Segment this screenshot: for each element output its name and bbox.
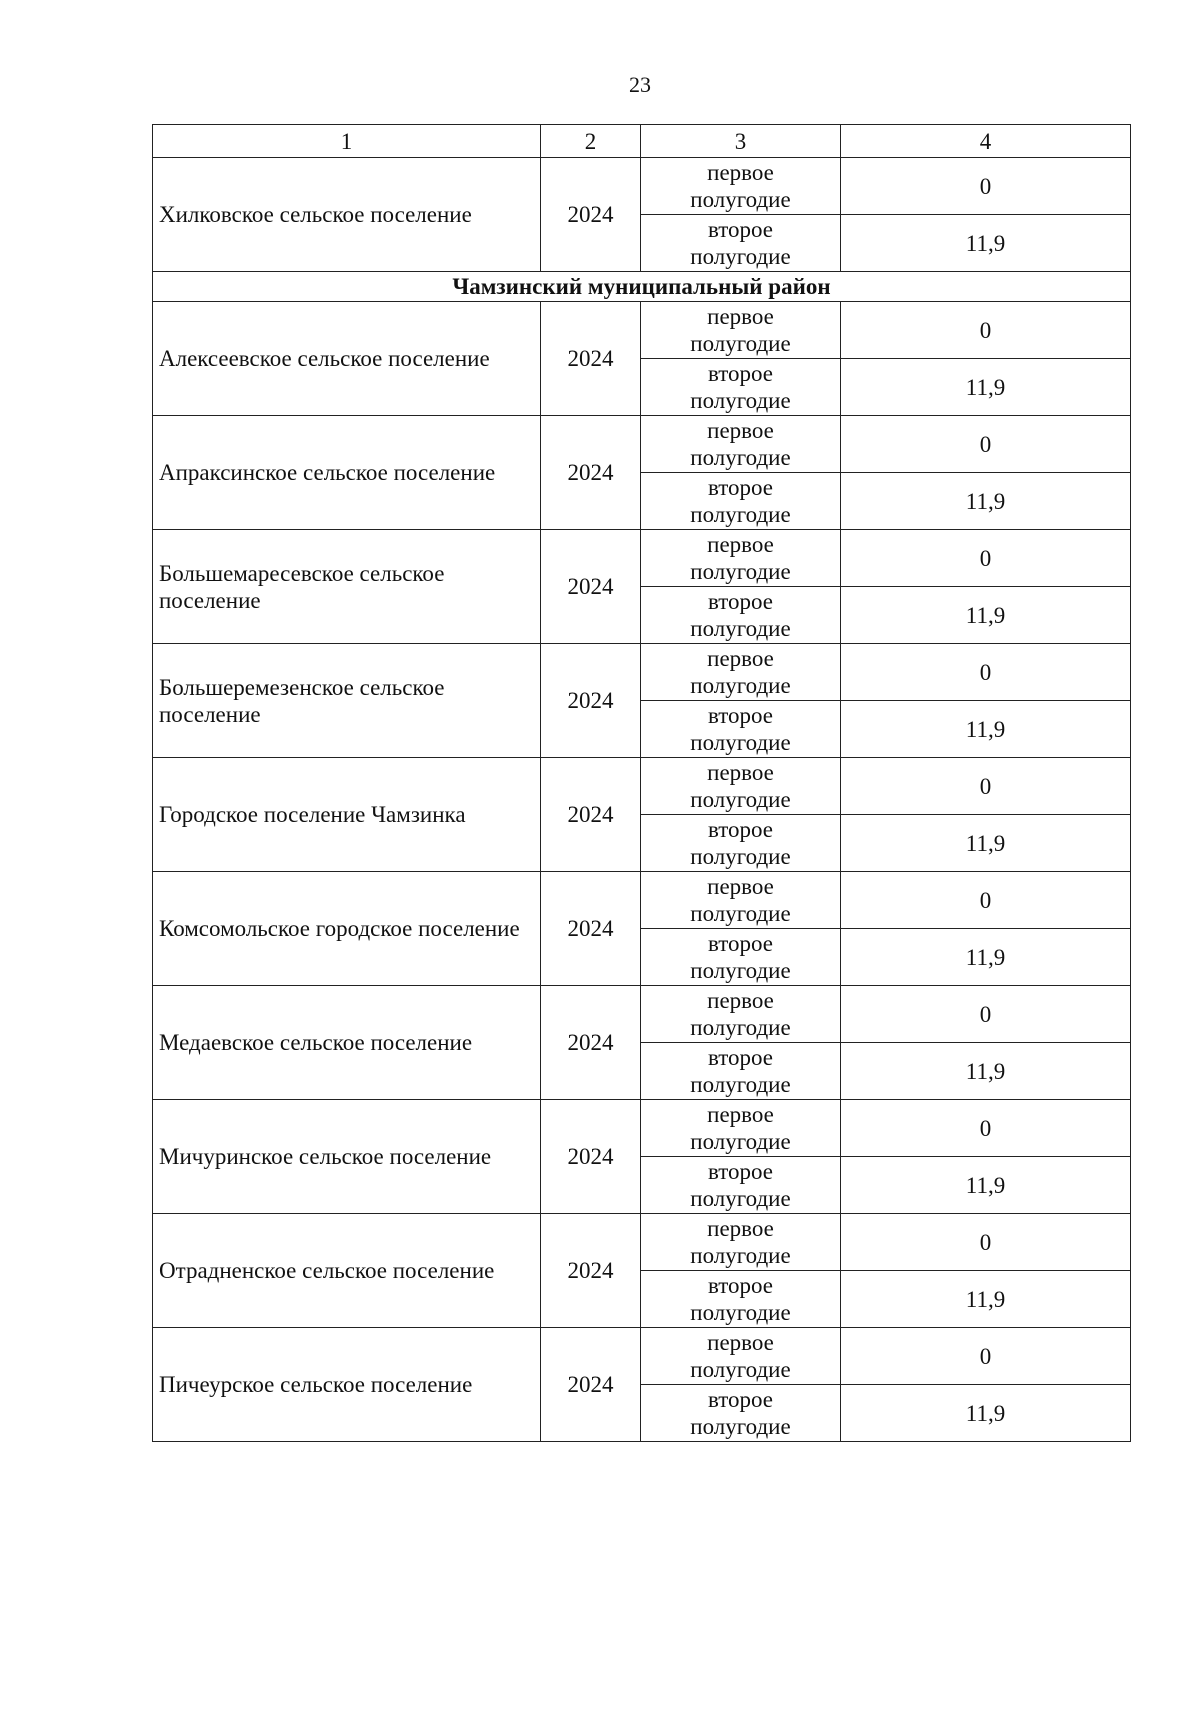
year-cell: 2024 xyxy=(541,1100,641,1214)
period-unit: полугодие xyxy=(690,1414,791,1439)
value-cell: 0 xyxy=(841,1214,1131,1271)
year-cell: 2024 xyxy=(541,872,641,986)
period-cell xyxy=(641,158,841,215)
period-word: второе xyxy=(707,589,774,614)
period-unit: полугодие xyxy=(690,1243,791,1268)
period-word: второе xyxy=(707,817,774,842)
period-unit: полугодие xyxy=(690,787,791,812)
table-row xyxy=(153,872,1131,929)
settlement-name: Хилковское сельское поселение xyxy=(153,158,541,272)
period-cell xyxy=(641,1100,841,1157)
period-cell xyxy=(641,587,841,644)
table-row xyxy=(153,1214,1131,1271)
table-body xyxy=(153,125,1131,1442)
period-unit: полугодие xyxy=(690,1129,791,1154)
period-word: первое xyxy=(707,304,774,329)
year-cell: 2024 xyxy=(541,758,641,872)
value-cell: 11,9 xyxy=(841,359,1131,416)
period-word: первое xyxy=(707,646,774,671)
settlement-name: Пичеурское сельское поселение xyxy=(153,1328,541,1442)
period-cell xyxy=(641,701,841,758)
period-word: первое xyxy=(707,532,774,557)
period-cell xyxy=(641,1271,841,1328)
period-cell xyxy=(641,758,841,815)
value-cell: 0 xyxy=(841,302,1131,359)
period-cell xyxy=(641,1043,841,1100)
column-header-3: 3 xyxy=(641,125,841,158)
period-cell xyxy=(641,473,841,530)
period-unit: полугодие xyxy=(690,1300,791,1325)
period-cell xyxy=(641,986,841,1043)
value-cell: 0 xyxy=(841,1100,1131,1157)
period-cell xyxy=(641,302,841,359)
period-word: второе xyxy=(707,1159,774,1184)
period-cell xyxy=(641,872,841,929)
table-row xyxy=(153,644,1131,701)
period-word: второе xyxy=(707,931,774,956)
year-cell: 2024 xyxy=(541,302,641,416)
settlement-name: Алексеевское сельское поселение xyxy=(153,302,541,416)
table-row xyxy=(153,758,1131,815)
period-word: второе xyxy=(707,475,774,500)
year-cell: 2024 xyxy=(541,416,641,530)
period-cell xyxy=(641,815,841,872)
data-table xyxy=(152,124,1131,1442)
settlement-name: Медаевское сельское поселение xyxy=(153,986,541,1100)
value-cell: 11,9 xyxy=(841,1043,1131,1100)
value-cell: 11,9 xyxy=(841,587,1131,644)
year-cell: 2024 xyxy=(541,644,641,758)
period-word: второе xyxy=(707,1045,774,1070)
table-row xyxy=(153,1328,1131,1385)
period-word: второе xyxy=(707,703,774,728)
period-word: второе xyxy=(707,1273,774,1298)
period-word: первое xyxy=(707,418,774,443)
period-unit: полугодие xyxy=(690,388,791,413)
period-word: первое xyxy=(707,1102,774,1127)
column-header-4: 4 xyxy=(841,125,1131,158)
value-cell: 0 xyxy=(841,872,1131,929)
period-unit: полугодие xyxy=(690,901,791,926)
period-unit: полугодие xyxy=(690,844,791,869)
settlement-name: Большеремезенское сельское поселение xyxy=(153,644,541,758)
value-cell: 0 xyxy=(841,530,1131,587)
section-header-row xyxy=(153,272,1131,302)
period-cell xyxy=(641,530,841,587)
value-cell: 11,9 xyxy=(841,815,1131,872)
value-cell: 11,9 xyxy=(841,701,1131,758)
period-unit: полугодие xyxy=(690,331,791,356)
value-cell: 11,9 xyxy=(841,1271,1131,1328)
period-word: второе xyxy=(707,361,774,386)
value-cell: 11,9 xyxy=(841,473,1131,530)
year-cell: 2024 xyxy=(541,158,641,272)
value-cell: 0 xyxy=(841,644,1131,701)
period-cell xyxy=(641,215,841,272)
table-row xyxy=(153,416,1131,473)
period-word: первое xyxy=(707,760,774,785)
table-header-row xyxy=(153,125,1131,158)
period-cell xyxy=(641,1157,841,1214)
period-cell xyxy=(641,1214,841,1271)
period-unit: полугодие xyxy=(690,445,791,470)
value-cell: 0 xyxy=(841,416,1131,473)
settlement-name: Апраксинское сельское поселение xyxy=(153,416,541,530)
period-unit: полугодие xyxy=(690,559,791,584)
period-word: второе xyxy=(707,1387,774,1412)
year-cell: 2024 xyxy=(541,1328,641,1442)
page-number: 23 xyxy=(629,72,651,97)
value-cell: 11,9 xyxy=(841,1157,1131,1214)
table-row xyxy=(153,302,1131,359)
column-header-1: 1 xyxy=(153,125,541,158)
period-cell xyxy=(641,644,841,701)
period-unit: полугодие xyxy=(690,244,791,269)
period-unit: полугодие xyxy=(690,1072,791,1097)
period-unit: полугодие xyxy=(690,1357,791,1382)
settlement-name: Комсомольское городское поселение xyxy=(153,872,541,986)
period-unit: полугодие xyxy=(690,958,791,983)
year-cell: 2024 xyxy=(541,986,641,1100)
period-word: первое xyxy=(707,1330,774,1355)
period-word: первое xyxy=(707,1216,774,1241)
table-row xyxy=(153,158,1131,215)
year-cell: 2024 xyxy=(541,530,641,644)
period-word: первое xyxy=(707,988,774,1013)
period-unit: полугодие xyxy=(690,616,791,641)
period-word: второе xyxy=(707,217,774,242)
table-row xyxy=(153,530,1131,587)
value-cell: 11,9 xyxy=(841,215,1131,272)
value-cell: 0 xyxy=(841,758,1131,815)
period-word: первое xyxy=(707,874,774,899)
value-cell: 0 xyxy=(841,158,1131,215)
settlement-name: Мичуринское сельское поселение xyxy=(153,1100,541,1214)
period-unit: полугодие xyxy=(690,673,791,698)
period-cell xyxy=(641,1328,841,1385)
settlement-name: Большемаресевское сельское поселение xyxy=(153,530,541,644)
settlement-name: Отрадненское сельское поселение xyxy=(153,1214,541,1328)
value-cell: 11,9 xyxy=(841,1385,1131,1442)
period-cell xyxy=(641,929,841,986)
section-title: Чамзинский муниципальный район xyxy=(153,272,1131,302)
period-cell xyxy=(641,1385,841,1442)
period-unit: полугодие xyxy=(690,187,791,212)
table-row xyxy=(153,1100,1131,1157)
settlement-name: Городское поселение Чамзинка xyxy=(153,758,541,872)
period-unit: полугодие xyxy=(690,1015,791,1040)
year-cell: 2024 xyxy=(541,1214,641,1328)
period-unit: полугодие xyxy=(690,730,791,755)
period-unit: полугодие xyxy=(690,1186,791,1211)
column-header-2: 2 xyxy=(541,125,641,158)
value-cell: 0 xyxy=(841,986,1131,1043)
value-cell: 0 xyxy=(841,1328,1131,1385)
period-unit: полугодие xyxy=(690,502,791,527)
period-word: первое xyxy=(707,160,774,185)
period-cell xyxy=(641,359,841,416)
table-row xyxy=(153,986,1131,1043)
period-cell xyxy=(641,416,841,473)
value-cell: 11,9 xyxy=(841,929,1131,986)
